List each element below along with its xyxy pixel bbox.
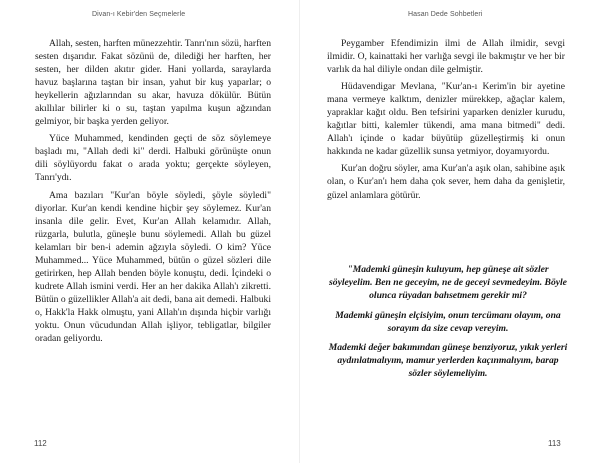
right-body-text (327, 37, 565, 206)
right-page-number: 113 (548, 439, 561, 448)
quote-stanza-2: Mademki güneşin elçisiyim, onun tercümanı olayım, ona sorayım da size cevap vereyim. (335, 309, 561, 334)
quote-stanza-1: "Mademki güneşin kuluyum, hep güneşe ait sözler söyleyelim. Ben ne geceyim, ne de geceyi sevmedeyim. Böyle olunca rüyadan bahsetmem gerekir mi? (329, 264, 567, 302)
poem-quote-block (325, 263, 571, 387)
left-paragraph-2: Yüce Muhammed, kendinden geçti de söz söylemeye başladı mı, "Allah dedi ki" derdi. Halbuki görünüşte onun dili söylüyordu fakat o arada yoktu; gerçekte söyleyen, Tanrı'ydı. (35, 133, 271, 184)
right-paragraph-2: Hüdavendigar Mevlana, "Kur'an-ı Kerim'in bir ayetine mana vermeye kalktım, denizler mürekkep, ağaçlar kalem, yapraklar kağıt oldu. Ben tefsirini yaparken denizler kurudu, kağıtlar bitti, kalemler tükendi, ama mana bitmedi" dedi. Allah'ı içinde o kadar büyütüp güzelleştirmiş ki onun hakkında ne kadar güzellik sunsa yetmiyor, doyamıyordu. (327, 81, 565, 158)
right-running-head: Hasan Dede Sohbetleri (408, 11, 483, 18)
left-paragraph-3: Ama bazıları "Kur'an böyle söyledi, şöyle söyledi" diyorlar. Kur'an kendi kendine hiçbir şey söylemez. Kur'an insanla dile gelir. Evet, Kur'an Allah kelamıdır. Allah, rüzgarla, bulutla, güneşle bunu söylemedi. Allah bu güzel kelamları bir ben-i ademin ağzıyla söyledi. O kim? Yüce Muhammed... Yüce Muhammed, bütün o güzel sözleri dile getirirken, hep Allah benden böyle konuştu, dedi. İçindeki o kudrete Allah ismini verdi. Her an her dakika Allah'ı zikretti. Bütün o güzellikler Allah'a ait dedi, bana ait demedi. Halbuki o, Hakk'la Hakk olmuştu, yani Allah'ın dışında hiçbir varlığı yoktu. Onun vücudundan Allah işliyor, tebligatlar, bilgiler oradan geliyordu. (35, 189, 271, 345)
right-paragraph-3: Kur'an doğru söyler, ama Kur'an'a aşık olan, sahibine aşık olan, o Kur'an'ı hem daha çok sever, hem daha da genişletir, güzel anlamlara götürür. (327, 163, 565, 201)
left-page-number: 112 (34, 439, 47, 448)
right-page (300, 0, 600, 463)
quote-stanza-3: Mademki değer bakımından güneşe benziyoruz, yıkık yerleri aydınlatmalıyım, mamur yerlerden kaçınmalıyım, barap sözler söylemeliyim. (328, 342, 568, 380)
left-body-text (35, 37, 271, 349)
right-paragraph-1: Peygamber Efendimizin ilmi de Allah ilmidir, sevgi ilmidir. O, kainattaki her varlığa sevgi ile bakmıştır ve her bir varlık da hal diliyle ondan dile gelmiştir. (327, 38, 565, 76)
left-running-head: Divan-ı Kebir'den Seçmelerle (92, 11, 186, 18)
left-paragraph-1: Allah, sesten, harften münezzehtir. Tanrı'nın sözü, harften sesten dışarıdır. Fakat sözünü de, dilediği her harften, her sesten, her dilden akıtır gider. Hani yollarda, saraylarda havuz başlarına taştan bir insan, yahut bir kuş yaparlar; o heykellerin ağızlarından su akar, havuza dökülür. Bütün akıllılar bilirler ki o su, taştan yapılma kuşun ağzından gelmiyor, bir başka yerden geliyor. (35, 38, 271, 128)
